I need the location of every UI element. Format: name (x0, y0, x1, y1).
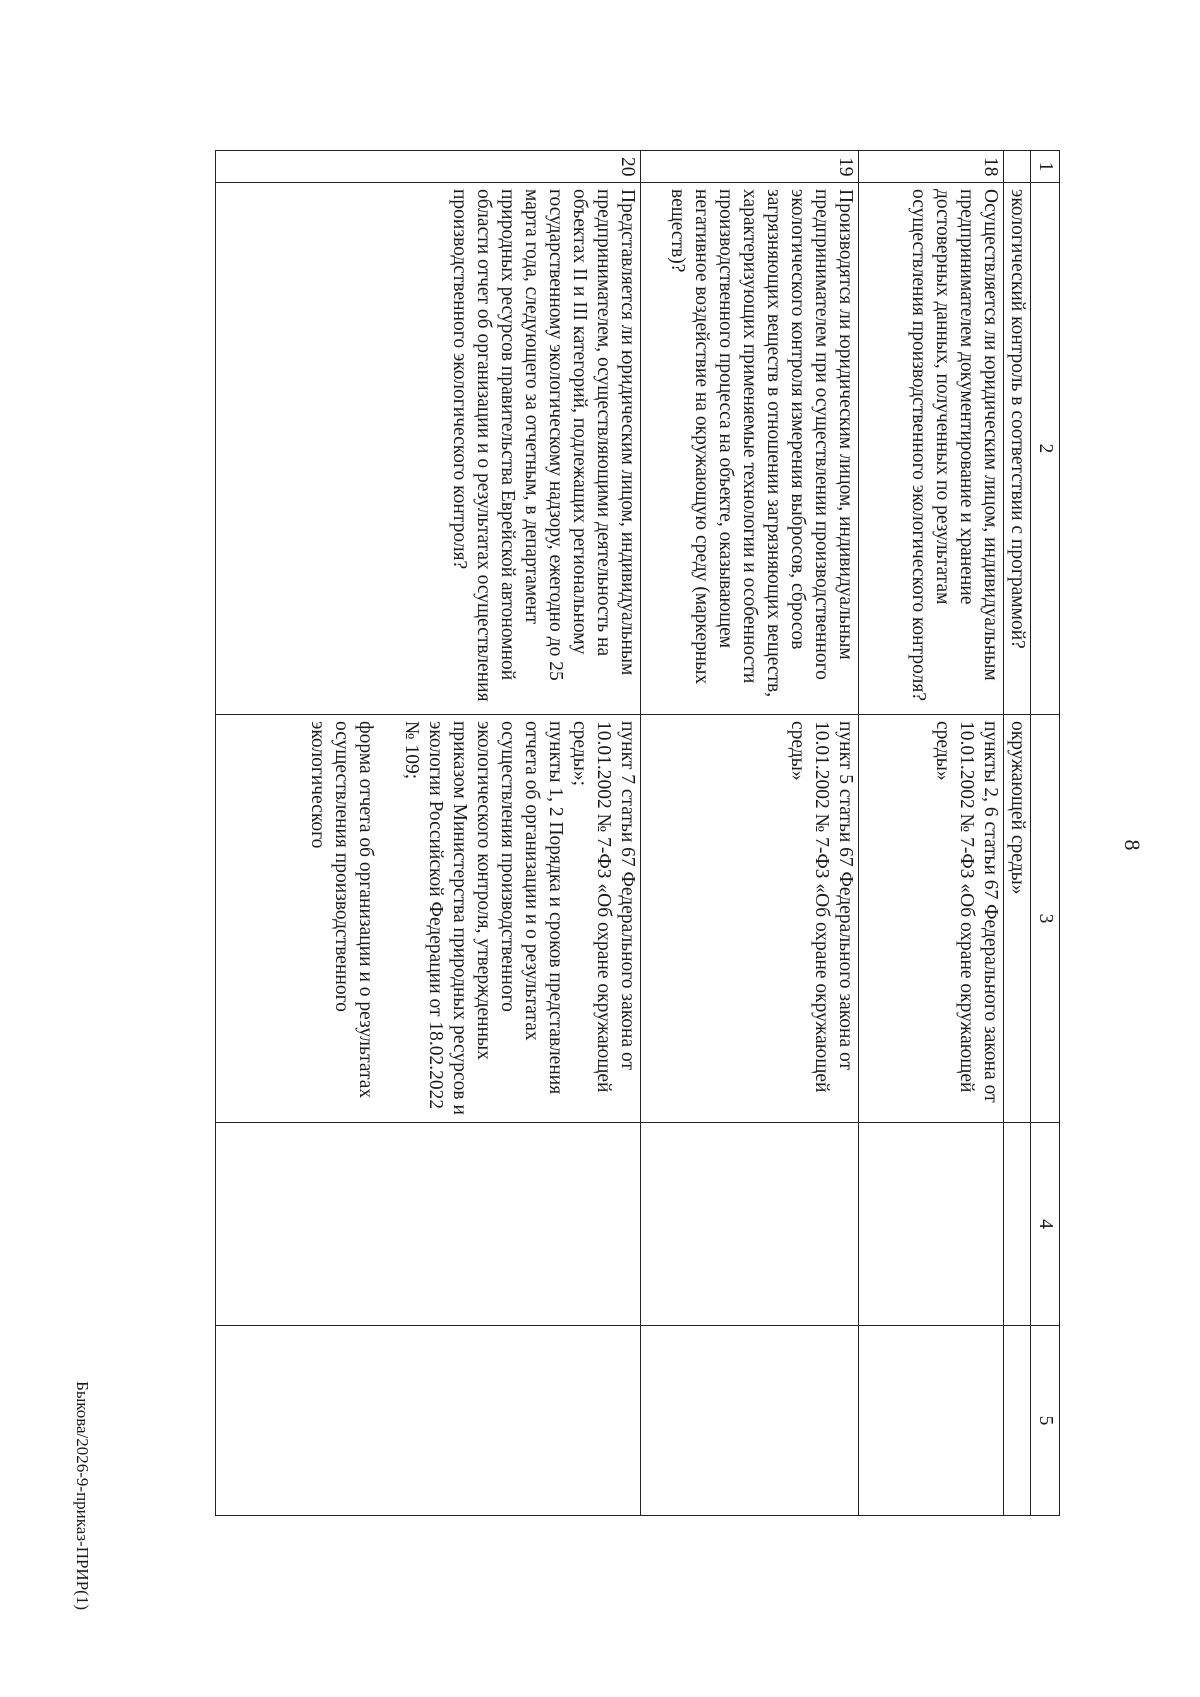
header-col-5: 5 (1031, 1326, 1060, 1516)
law-reference: форма отчета об организации и о результатах осуществления производственного экологического (307, 721, 376, 1099)
law-reference: пункт 5 статьи 67 Федерального закона от 10.01.2002 № 7-ФЗ «Об охране окружающей среды» (787, 721, 856, 1093)
table-row (859, 151, 1004, 1516)
table-row (641, 151, 859, 1516)
page-number: 8 (1120, 839, 1145, 851)
row-number-cell: 19 (641, 151, 859, 183)
empty-cell-4 (1004, 1123, 1031, 1326)
law-reference: пункт 7 статьи 67 Федерального закона от 10.01.2002 № 7-ФЗ «Об охране окружающей среды»; (569, 721, 638, 1093)
header-col-2: 2 (1031, 183, 1060, 715)
header-col-3: 3 (1031, 715, 1060, 1123)
checklist-table (215, 150, 1060, 1516)
law-cell (216, 715, 641, 1123)
document-reference-footer: Быкова/2026-9-приказ-ПРИР(1) (73, 1381, 92, 1610)
table-row-continued (1004, 151, 1031, 1516)
question-cell: Осуществляется ли юридическим лицом, индивидуальным предпринимателем документирование и хранение достоверных данных, полученных по результатам осуществления производственного экологического контроля? (859, 183, 1004, 715)
header-col-1: 1 (1031, 151, 1060, 183)
empty-cell-5 (216, 1326, 641, 1516)
empty-cell-5 (641, 1326, 859, 1516)
empty-cell-4 (216, 1123, 641, 1326)
empty-cell-5 (859, 1326, 1004, 1516)
question-cell: Представляется ли юридическим лицом, индивидуальным предпринимателем, осуществляющими деятельность на объектах II и III категорий, подлежащих региональному государственному экологическому надзору, ежегодно до 25 марта года, следующего за отчетным, в департамент природных ресурсов правительства Еврейской автономной области отчет об организации и о результатах осуществления производственного экологического контроля? (216, 183, 641, 715)
row-number-cell: 18 (859, 151, 1004, 183)
law-cell (641, 715, 859, 1123)
law-cell (859, 715, 1004, 1123)
law-reference: пункты 1, 2 Порядка и сроков представления отчета об организации и о результатах осуществления производственного экологического контроля, утвержденных приказом Министерства природных ресурсов и экологии Российской Федерации от 18.02.2022 № 109; (401, 721, 566, 1115)
law-reference: пункты 2, 6 статьи 67 Федерального закона от 10.01.2002 № 7-ФЗ «Об охране окружающей среды» (932, 721, 1001, 1103)
row-number-cell (1004, 151, 1031, 183)
header-col-4: 4 (1031, 1123, 1060, 1326)
empty-cell-5 (1004, 1326, 1031, 1516)
table-row (216, 151, 641, 1516)
law-cell: окружающей среды» (1004, 715, 1031, 1123)
empty-cell-4 (859, 1123, 1004, 1326)
question-cell: экологический контроль в соответствии с программой? (1004, 183, 1031, 715)
table-header-row (1031, 151, 1060, 1516)
document-page (0, 50, 1200, 1640)
empty-cell-4 (641, 1123, 859, 1326)
question-cell: Производятся ли юридическим лицом, индивидуальным предпринимателем при осуществлении производственного экологического контроля измерения выбросов, сбросов загрязняющих веществ в отношении загрязняющих веществ, характеризующих применяемые технологии и особенности производственного процесса на объекте, оказывающем негативное воздействие на окружающую среду (маркерных веществ)? (641, 183, 859, 715)
row-number-cell: 20 (216, 151, 641, 183)
